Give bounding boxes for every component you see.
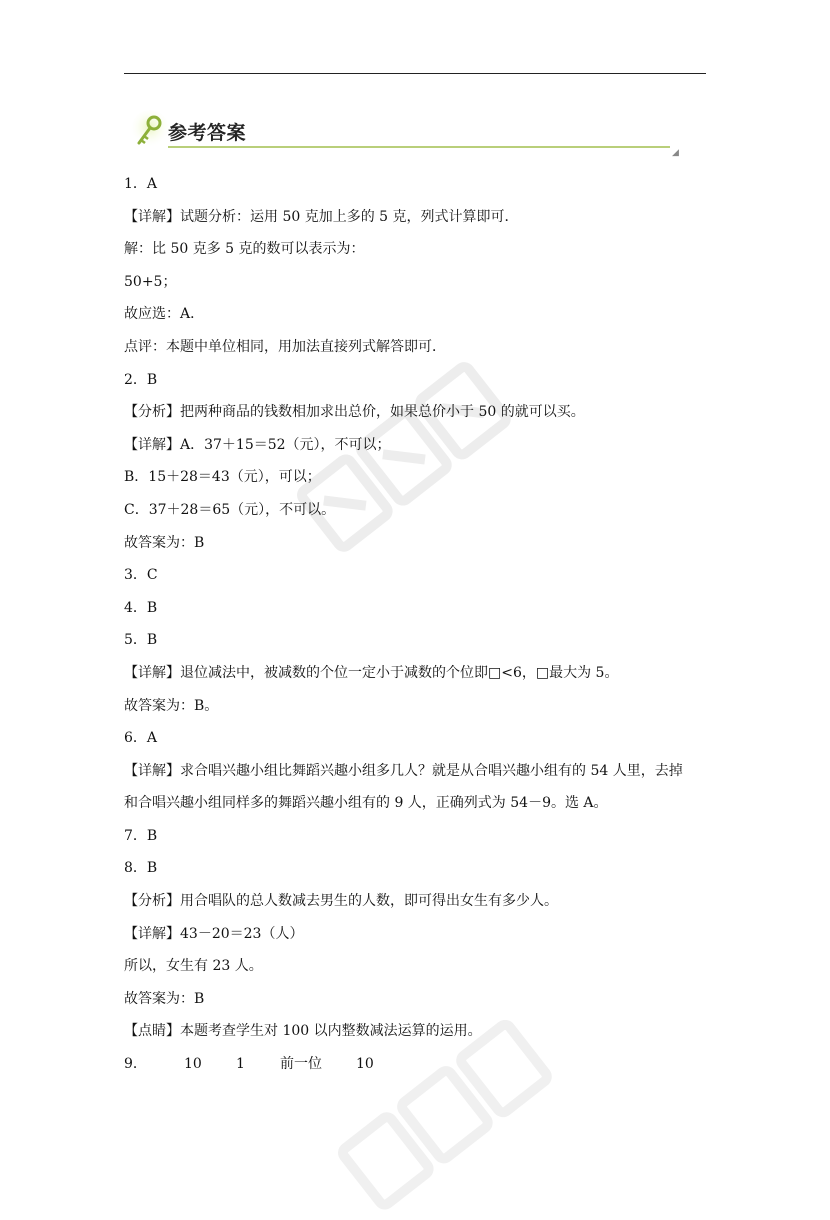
q9-number: 9． [124, 1056, 147, 1073]
answer-line: 故应选：A． [124, 306, 205, 323]
answer-line: 5．B [124, 632, 158, 649]
answer-line: 6．A [124, 730, 158, 747]
answer-line: 2．B [124, 371, 158, 388]
answer-line: 【分析】用合唱队的总人数减去男生的人数，即可得出女生有多少人。 [124, 893, 558, 910]
answer-line: 故答案为：B [124, 534, 205, 551]
answer-line: 1．A [124, 176, 158, 192]
q9-blank-3: 前一位 [280, 1056, 322, 1073]
page-title: 参考答案 [168, 122, 247, 144]
answer-line: 所以，女生有 23 人。 [124, 958, 263, 975]
answer-line: 8．B [124, 860, 158, 877]
answer-line: 点评：本题中单位相同，用加法直接列式解答即可． [124, 338, 446, 355]
answer-line: 解：比 50 克多 5 克的数可以表示为： [124, 241, 365, 258]
key-icon [130, 110, 170, 152]
answer-line: 3．C [124, 567, 158, 584]
answer-line: 【详解】试题分析：运用 50 克加上多的 5 克，列式计算即可． [124, 208, 519, 225]
answer-line: B．15＋28＝43（元），可以； [124, 469, 321, 486]
answer-line: 50+5； [124, 273, 177, 290]
answer-line: 7．B [124, 827, 158, 844]
answer-line: 【详解】求合唱兴趣小组比舞蹈兴趣小组多几人？就是从合唱兴趣小组有的 54 人里，去掉 [124, 762, 683, 779]
answer-line: 故答案为：B [124, 990, 205, 1007]
answer-line: 【分析】把两种商品的钱数相加求出总价，如果总价小于 50 的就可以买。 [124, 404, 585, 421]
top-rule [124, 73, 706, 74]
answer-line: 和合唱兴趣小组同样多的舞蹈兴趣小组有的 9 人，正确列式为 54－9。选 A。 [124, 795, 608, 812]
answer-line: 【点睛】本题考查学生对 100 以内整数减法运算的运用。 [124, 1023, 482, 1040]
q9-blank-2: 1 [236, 1056, 245, 1073]
corner-mark: ◢ [672, 148, 679, 158]
q9-answer-line [124, 1048, 714, 1081]
answer-line: 故答案为：B。 [124, 697, 219, 714]
answer-header [124, 108, 684, 158]
answer-line: 【详解】退位减法中，被减数的个位一定小于减数的个位即□<6，□最大为 5。 [124, 664, 619, 681]
q9-blank-4: 10 [356, 1056, 374, 1073]
answer-line: 【详解】43－20＝23（人） [124, 925, 304, 942]
answer-content [124, 168, 714, 1081]
answer-line: C．37＋28＝65（元），不可以。 [124, 501, 336, 518]
answer-line: 4．B [124, 599, 158, 616]
q9-blank-1: 10 [184, 1056, 202, 1073]
header-underline [168, 146, 670, 148]
answer-line: 【详解】A．37＋15＝52（元），不可以； [124, 436, 391, 453]
